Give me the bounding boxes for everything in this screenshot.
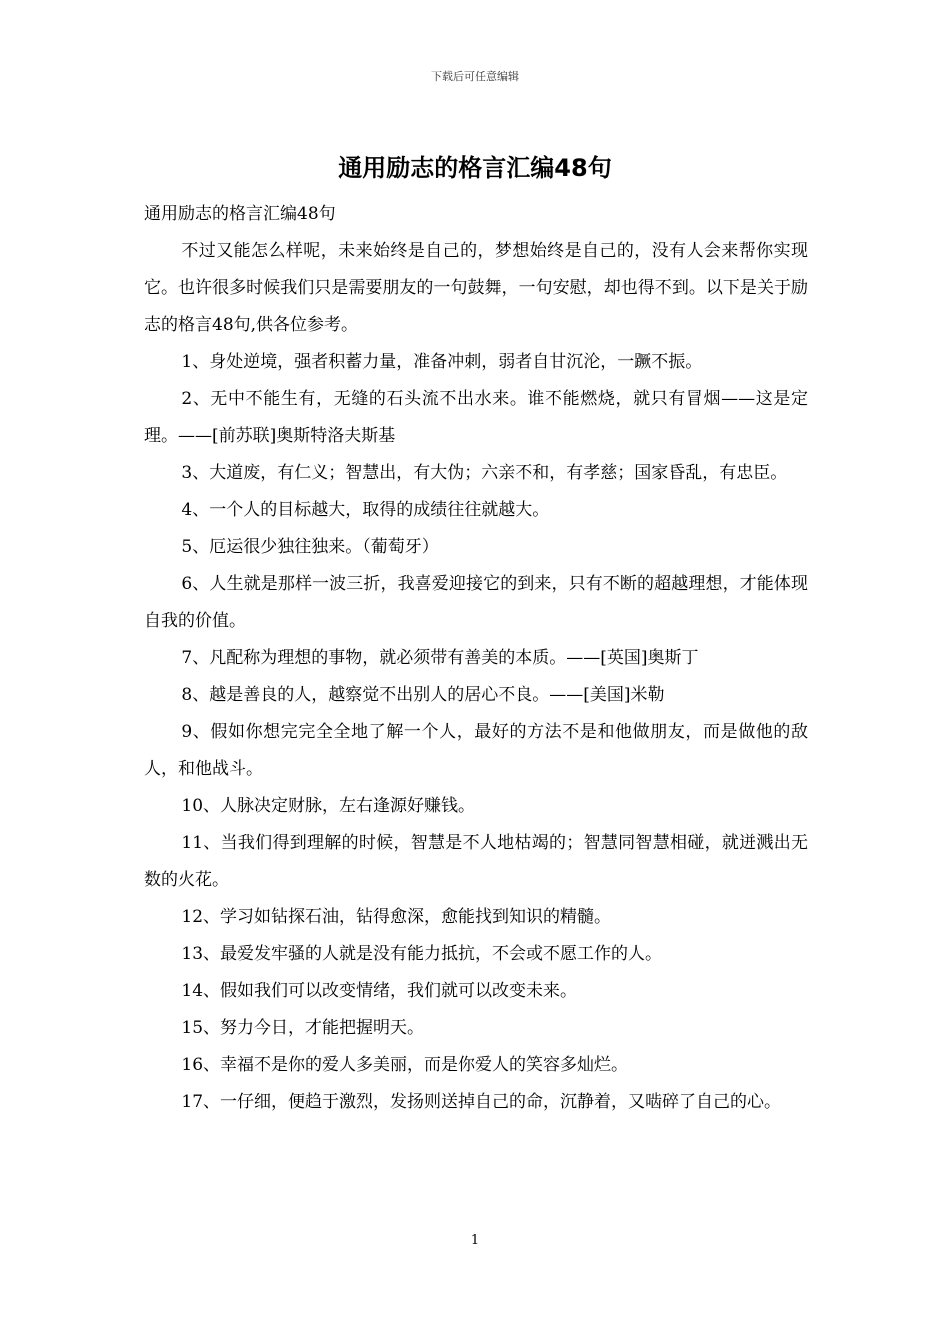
quote-item: 13、最爱发牢骚的人就是没有能力抵抗，不会或不愿工作的人。 [181, 944, 663, 964]
page-number: 1 [470, 1233, 480, 1248]
quote-item: 10、人脉决定财脉，左右逢源好赚钱。 [181, 796, 476, 816]
quote-item: 14、假如我们可以改变情绪，我们就可以改变未来。 [181, 981, 578, 1001]
quote-item: 8、越是善良的人，越察觉不出别人的居心不良。——[美国]米勒 [181, 685, 665, 705]
document-title: 通用励志的格言汇编48句 [338, 154, 612, 182]
quote-item: 11、当我们得到理解的时候，智慧是不人地枯竭的；智慧同智慧相碰，就迸溅出无数的火花。 [144, 833, 808, 890]
quote-item: 5、厄运很少独往独来。（葡萄牙） [181, 537, 439, 557]
quote-item: 9、假如你想完完全全地了解一个人，最好的方法不是和他做朋友，而是做他的敌人，和他战斗。 [144, 722, 808, 779]
quote-item: 12、学习如钻探石油，钻得愈深，愈能找到知识的精髓。 [181, 907, 612, 927]
quote-item: 15、努力今日，才能把握明天。 [181, 1018, 425, 1038]
quote-item: 7、凡配称为理想的事物，就必须带有善美的本质。——[英国]奥斯丁 [181, 648, 699, 668]
document-body [144, 196, 808, 1121]
quote-item: 17、一仔细，便趋于激烈，发扬则送掉自己的命，沉静着，又啮碎了自己的心。 [181, 1092, 782, 1112]
quote-item: 6、人生就是那样一波三折，我喜爱迎接它的到来，只有不断的超越理想，才能体现自我的价值。 [144, 574, 808, 631]
document-subtitle: 通用励志的格言汇编48句 [144, 204, 336, 224]
quote-item: 1、身处逆境，强者积蓄力量，准备冲刺，弱者自甘沉沦，一蹶不振。 [181, 352, 703, 372]
intro-paragraph: 不过又能怎么样呢，未来始终是自己的，梦想始终是自己的，没有人会来帮你实现它。也许很多时候我们只是需要朋友的一句鼓舞，一句安慰，却也得不到。以下是关于励志的格言48句,供各位参考。 [144, 241, 808, 335]
quote-item: 4、一个人的目标越大，取得的成绩往往就越大。 [181, 500, 550, 520]
quote-item: 2、无中不能生有，无缝的石头流不出水来。谁不能燃烧，就只有冒烟——这是定理。——[前苏联]奥斯特洛夫斯基 [144, 389, 808, 446]
quote-item: 3、大道废，有仁义；智慧出，有大伪；六亲不和，有孝慈；国家昏乱，有忠臣。 [181, 463, 788, 483]
header-note: 下载后可任意编辑 [431, 70, 519, 83]
quote-item: 16、幸福不是你的爱人多美丽，而是你爱人的笑容多灿烂。 [181, 1055, 629, 1075]
